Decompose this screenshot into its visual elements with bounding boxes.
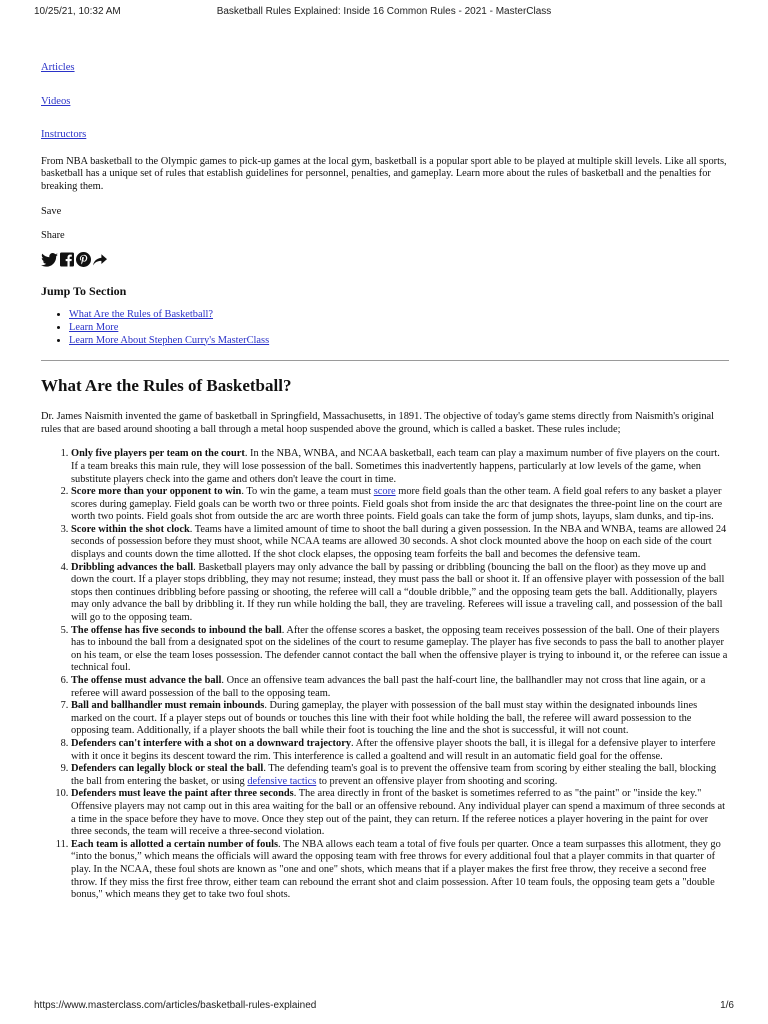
list-item	[69, 309, 729, 322]
print-page-number: 1/6	[720, 1000, 734, 1011]
section-divider	[41, 360, 729, 361]
rule-title: Each team is allotted a certain number of fouls	[71, 838, 279, 850]
rule-item	[71, 448, 729, 486]
jump-link-rules[interactable]: What Are the Rules of Basketball?	[69, 309, 213, 321]
rule-title: Dribbling advances the ball	[71, 561, 194, 573]
rule-title: Ball and ballhandler must remain inbounds	[71, 700, 265, 712]
score-link[interactable]: score	[373, 486, 396, 498]
list-item	[69, 335, 729, 348]
rule-title: The offense has five seconds to inbound the ball	[71, 624, 282, 636]
rule-item	[71, 700, 729, 738]
print-page-title: Basketball Rules Explained: Inside 16 Common Rules - 2021 - MasterClass	[216, 6, 552, 17]
rule-text: . The NBA allows each team a total of five fouls per quarter. Once a team surpasses this allotment, they go “into the bonus,” which means the officials will award the opposing team with free throws for every additional foul that a player commits in that quarter of play. In the NCAA, these foul shots are known as "one and one" shots, which means that if a player makes the first free throw, they receive a second free throw. If they miss the first free throw, either team can rebound the errant shot and claim possession. After 10 team fouls, the opposing team gets a "double bonus," which means they get to take two foul shots.	[71, 838, 721, 901]
share-label: Share	[41, 230, 65, 242]
social-icons	[41, 253, 729, 271]
jump-to-section-title: Jump To Section	[41, 283, 127, 298]
nav-link-videos[interactable]: Videos	[41, 95, 71, 107]
save-button[interactable]: Save	[41, 205, 62, 217]
print-footer	[0, 1000, 768, 1014]
nav-link-instructors[interactable]: Instructors	[41, 129, 87, 141]
print-datetime: 10/25/21, 10:32 AM	[34, 6, 121, 17]
rule-item	[71, 763, 729, 788]
rule-text: . Once an offensive team advances the ball past the half-court line, the ballhandler may not cross that line again, or a referee will award possession of the ball to the opposing team.	[71, 675, 706, 699]
print-header	[0, 6, 768, 20]
rule-title: Only five players per team on the court	[71, 448, 245, 460]
nav-link-articles[interactable]: Articles	[41, 62, 75, 73]
rule-title: The offense must advance the ball	[71, 675, 222, 686]
jump-link-learn-more[interactable]: Learn More	[69, 321, 119, 333]
rule-text: . After the offense scores a basket, the opposing team receives possession of the ball. One of their players has to inbound the ball from a designated spot on the sidelines of the court to resume gameplay. The player has five seconds to pass the ball to another player on his team, or else the team loses possession. The defender cannot contact the ball when the offensive player is trying to inbound it, or the referee can issue a technical foul.	[71, 624, 728, 674]
rule-item	[71, 562, 729, 625]
rule-item	[71, 524, 729, 562]
rule-item	[71, 675, 729, 700]
rule-item	[71, 839, 729, 902]
defensive-tactics-link[interactable]: defensive tactics	[247, 775, 317, 787]
rule-text: more field goals than the other team. A field goal refers to any basket a player scores during gameplay. Field goals can be worth two or three points. Field goals shot from inside the arc that designates the three-point line on the court are worth two points. Field goals shot from outside the arc are worth three points. Field goals can take the form of jump shots, layups, slam dunks, and tip-ins.	[71, 486, 723, 523]
rule-text: . After the offensive player shoots the ball, it is illegal for a defensive player to interfere with it once it begins its descent toward the rim. This interference is called a goaltend and will result in an automatic field goal for the offense.	[71, 737, 716, 762]
print-url: https://www.masterclass.com/articles/basketball-rules-explained	[34, 1000, 317, 1011]
rule-text: . During gameplay, the player with possession of the ball must stay within the designated inbounds lines marked on the court. If a player steps out of bounds or touches this line with their foot while holding the ball, the referee will award possession to the opposing team. Additionally, if a player shoots the ball while their foot is touching the line and the shot is successful, it will not count.	[71, 700, 698, 737]
rule-title: Defenders must leave the paint after three seconds	[71, 788, 294, 800]
facebook-icon[interactable]	[60, 252, 74, 271]
rule-item	[71, 486, 729, 524]
rule-text: . The area directly in front of the basket is sometimes referred to as "the paint" or "inside the key." Offensive players may not camp out in this area waiting for the ball or an offensive rebound. Any individual player can spend a maximum of three seconds at a time in the space before they have to move. Once they step out of the paint, they can return. If the referee notices a player hovering in the paint for over three seconds, the team will receive a three-second violation.	[71, 788, 726, 838]
jump-link-masterclass[interactable]: Learn More About Stephen Curry's MasterClass	[69, 334, 270, 346]
rule-item	[71, 738, 729, 763]
list-item	[69, 322, 729, 335]
rule-title: Score within the shot clock	[71, 523, 190, 535]
rule-item	[71, 625, 729, 675]
twitter-icon[interactable]	[41, 253, 58, 271]
section-heading: What Are the Rules of Basketball?	[41, 376, 292, 396]
pinterest-icon[interactable]	[76, 252, 91, 271]
article-content	[41, 62, 729, 902]
rule-title: Defenders can't interfere with a shot on a downward trajectory	[71, 737, 352, 749]
rule-text: . The defending team's goal is to prevent the offensive team from scoring by either stealing the ball, blocking the ball from entering the basket, or using	[71, 763, 717, 787]
rule-text: . Basketball players may only advance the ball by passing or dribbling (bouncing the ball on the floor) as they move up and down the court. If a player stops dribbling, they may not resume; instead, they must pass the ball or shoot it. If an offensive player with possession of the ball stops then continues dribbling before passing or shooting, the referee will call a “double dribble,” and the opposing team gets the ball. Additionally, players may only advance the ball by dribbling it. If they run while holding the ball, they are traveling. Referees will issue a traveling call, and possession of the ball will go to the opposing team.	[71, 561, 725, 624]
rule-text: . Teams have a limited amount of time to shoot the ball during a given possession. In the NBA and WNBA, teams are allowed 24 seconds of possession before they must shoot, while NCAA teams are allowed 30 seconds. A shot clock mounted above the hoop on each side of the court displays and counts down the time allotted. If the shot clock elapses, the opposing team forfeits the ball and becomes the defensive team.	[71, 523, 727, 561]
rule-text: . In the NBA, WNBA, and NCAA basketball, each team can play a maximum number of five players on the court. If a team breaks this main rule, they will lose possession of the ball. Sometimes this inadvertently happens, particularly at low levels of the game, when substitute players check into the game and others don't leave the court in time.	[71, 448, 720, 485]
section-intro-paragraph: Dr. James Naismith invented the game of basketball in Springfield, Massachusetts, in 1891. The objective of today's game stems directly from Naismith's original rules that are based around shooting a ball through a metal hoop suspended above the ground, which is called a basket. These rules include;	[41, 411, 715, 435]
rule-title: Defenders can legally block or steal the ball	[71, 763, 264, 775]
rule-text: to prevent an offensive player from shooting and scoring.	[316, 775, 558, 787]
rules-list	[41, 448, 729, 901]
intro-paragraph: From NBA basketball to the Olympic games to pick-up games at the local gym, basketball is a popular sport able to be played at multiple skill levels. Like all sports, basketball has a unique set of rules that establish guidelines for personnel, penalties, and gameplay. Learn more about the rules of basketball and the penalties for breaking them.	[41, 155, 727, 192]
jump-to-section-list	[41, 309, 729, 347]
rule-text: . To win the game, a team must	[241, 486, 374, 498]
share-arrow-icon[interactable]	[93, 253, 107, 271]
rule-item	[71, 788, 729, 838]
rule-title: Score more than your opponent to win	[71, 486, 242, 498]
